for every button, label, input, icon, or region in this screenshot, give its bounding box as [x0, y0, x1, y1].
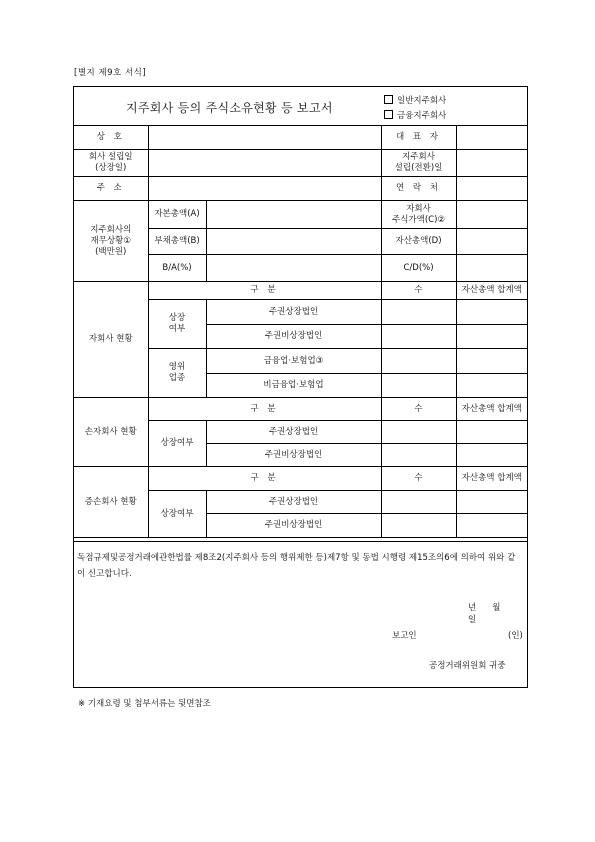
field-address[interactable]	[148, 177, 381, 201]
reporter-label: 보고인	[392, 631, 417, 641]
label-listed-status: 상장 여부	[148, 300, 206, 349]
date-month-label: 월	[492, 603, 501, 613]
field-ratio-ba[interactable]	[206, 255, 381, 282]
header-division: 구 분	[148, 398, 381, 421]
field-contact[interactable]	[456, 177, 527, 201]
field-asset-total[interactable]	[456, 300, 527, 325]
header-asset-total: 자산총액 합계액	[456, 467, 527, 491]
field-holding-established[interactable]	[456, 150, 527, 177]
label-subsidiary-status: 자회사 현황	[74, 282, 148, 398]
label-sub-subsidiary-status: 손자회사 현황	[74, 398, 148, 467]
label-main-unlisted: 주권비상장법인	[206, 514, 381, 538]
label-main-listed: 주권상장법인	[206, 491, 381, 514]
header-division: 구 분	[148, 282, 381, 300]
label-main-listed: 주권상장법인	[206, 421, 381, 444]
field-count[interactable]	[381, 325, 456, 349]
label-holding-established: 지주회사 설립(전환)일	[381, 150, 456, 177]
checkbox-label: 일반지주회사	[397, 96, 447, 106]
label-established: 회사 설립일 (상장일)	[74, 150, 148, 177]
field-asset-total[interactable]	[456, 349, 527, 374]
label-financial-status: 지주회사의 재무상황① (백만원)	[74, 201, 148, 282]
date-day-label: 일	[468, 615, 477, 625]
footnote: ※ 기재요령 및 첨부서류는 뒷면참조	[78, 699, 211, 709]
label-main-listed: 주권상장법인	[206, 300, 381, 325]
report-table	[74, 125, 527, 538]
label-liabilities: 부채총액(B)	[148, 229, 206, 255]
field-count[interactable]	[381, 300, 456, 325]
header-count: 수	[381, 467, 456, 491]
label-contact: 연 락 처	[381, 177, 456, 201]
label-representative: 대 표 자	[381, 126, 456, 150]
label-non-finance: 비금융업·보험업	[206, 374, 381, 398]
declaration-section	[74, 541, 527, 688]
label-business-type: 영위 업종	[148, 349, 206, 398]
field-asset-total[interactable]	[456, 444, 527, 467]
report-form	[73, 86, 528, 688]
field-liabilities[interactable]	[206, 229, 381, 255]
header-count: 수	[381, 282, 456, 300]
checkbox-financial-holding[interactable]	[384, 109, 446, 121]
label-finance-insurance: 금융업·보험업③	[206, 349, 381, 374]
field-count[interactable]	[381, 374, 456, 398]
title-row	[74, 87, 527, 125]
field-count[interactable]	[381, 444, 456, 467]
field-assets[interactable]	[456, 229, 527, 255]
date-year-label: 년	[468, 603, 477, 613]
field-asset-total[interactable]	[456, 374, 527, 398]
label-main-unlisted: 주권비상장법인	[206, 444, 381, 467]
field-ratio-cd[interactable]	[456, 255, 527, 282]
field-asset-total[interactable]	[456, 491, 527, 514]
label-capital: 자본총액(A)	[148, 201, 206, 229]
field-asset-total[interactable]	[456, 325, 527, 349]
field-capital[interactable]	[206, 201, 381, 229]
field-count[interactable]	[381, 514, 456, 538]
header-count: 수	[381, 398, 456, 421]
field-count[interactable]	[381, 349, 456, 374]
label-listed-status: 상장여부	[148, 421, 206, 467]
label-great-grand-status: 증손회사 현황	[74, 467, 148, 538]
field-company-name[interactable]	[148, 126, 381, 150]
header-asset-total: 자산총액 합계액	[456, 398, 527, 421]
label-ratio-ba: B/A(%)	[148, 255, 206, 282]
seal-label: (인)	[508, 631, 523, 641]
field-subsidiary-stock[interactable]	[456, 201, 527, 229]
label-address: 주 소	[74, 177, 148, 201]
checkbox-label: 금융지주회사	[397, 111, 447, 121]
form-title: 지주회사 등의 주식소유현황 등 보고서	[126, 101, 333, 115]
field-asset-total[interactable]	[456, 421, 527, 444]
field-asset-total[interactable]	[456, 514, 527, 538]
header-asset-total: 자산총액 합계액	[456, 282, 527, 300]
field-count[interactable]	[381, 421, 456, 444]
label-assets: 자산총액(D)	[381, 229, 456, 255]
field-representative[interactable]	[456, 126, 527, 150]
field-count[interactable]	[381, 491, 456, 514]
checkbox-box[interactable]	[384, 110, 393, 119]
label-main-unlisted: 주권비상장법인	[206, 325, 381, 349]
label-ratio-cd: C/D(%)	[381, 255, 456, 282]
checkbox-general-holding[interactable]	[384, 94, 446, 106]
label-subsidiary-stock: 자회사 주식가액(C)②	[381, 201, 456, 229]
field-established[interactable]	[148, 150, 381, 177]
header-division: 구 분	[148, 467, 381, 491]
date-line	[452, 601, 522, 625]
declaration-text: 독점규제및공정거래에관한법률 제8조2(지주회사 등의 행위제한 등)제7항 및 동법 시행령 제15조의6에 의하여 위와 같이 신고합니다.	[77, 553, 516, 579]
form-id: [별지 제9호 서식]	[74, 68, 147, 78]
recipient: 공정거래위원회 귀중	[429, 661, 506, 671]
label-company-name: 상 호	[74, 126, 148, 150]
checkbox-box[interactable]	[384, 95, 393, 104]
label-listed-status: 상장여부	[148, 491, 206, 538]
